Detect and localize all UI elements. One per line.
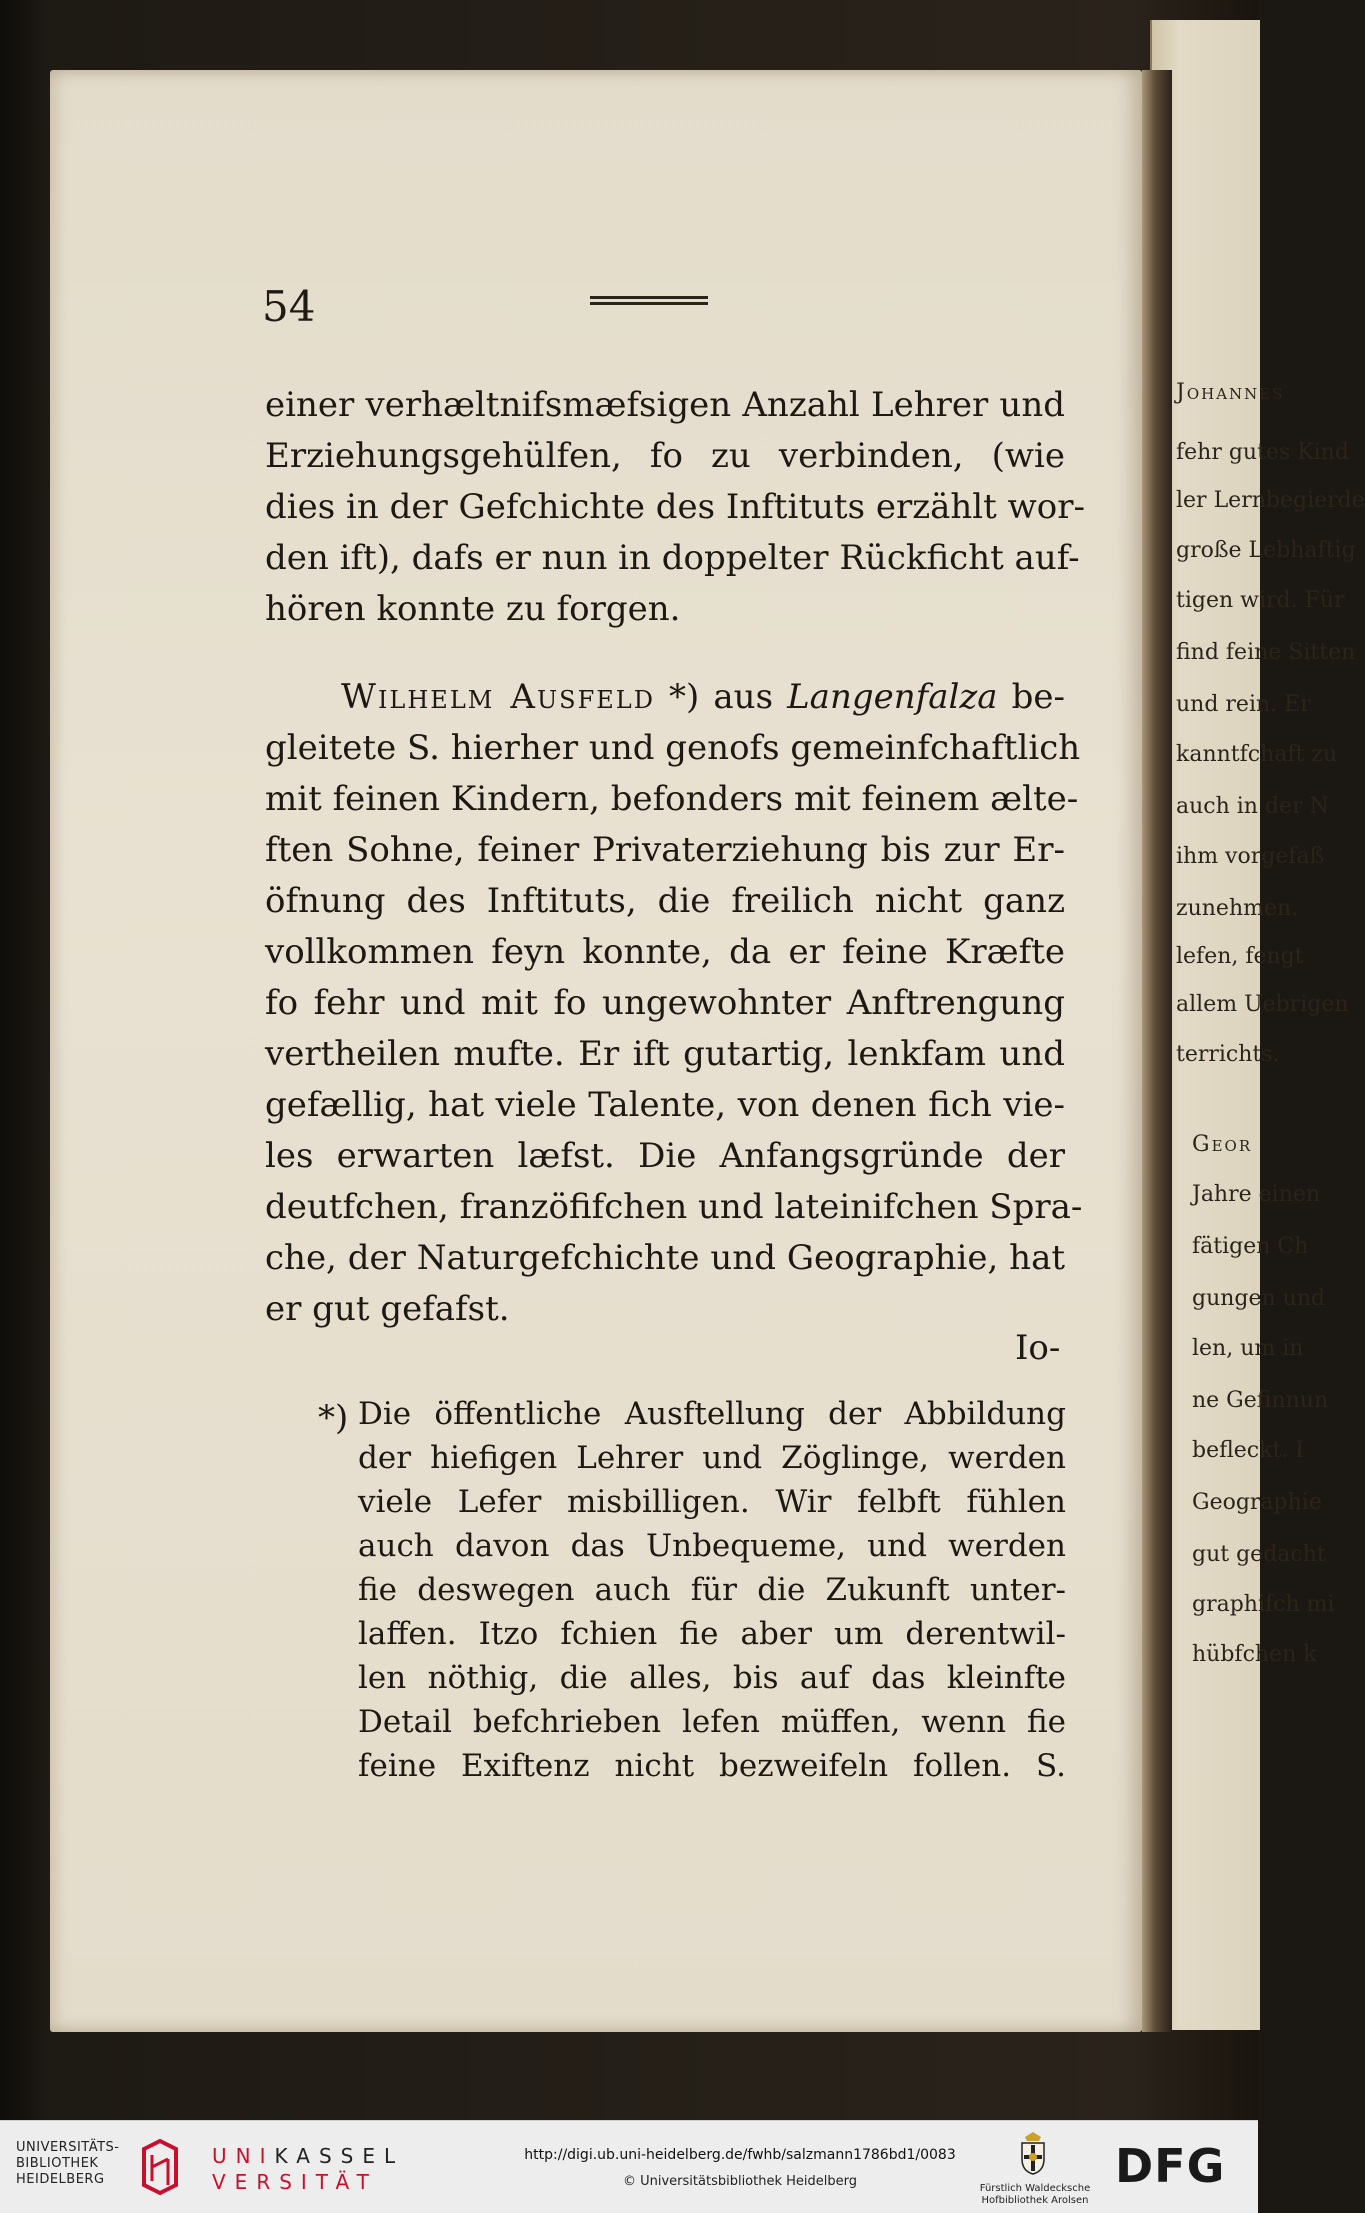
paragraph-1 [265,380,1085,635]
text-line: dies in der Gefchichte des Inftituts erzählt wor- [265,487,1085,527]
footnote-line: auch davon das Unbequeme, und werden [358,1528,1066,1564]
kassel-red-text: VERSITÄT [212,2170,378,2194]
footnote-line: fie deswegen auch für die Zukunft unter- [358,1572,1066,1608]
kassel-logo-row [212,2143,404,2169]
permalink-url[interactable]: http://digi.ub.uni-heidelberg.de/fwhb/salzmann1786bd1/0083 [524,2147,956,2163]
kassel-dark-text: KASSEL [274,2144,405,2168]
facing-page-text-fragment: find feine Sitten [1176,640,1356,665]
arolsen-line: Hofbibliothek Arolsen [981,2195,1089,2206]
viewer-footer [0,2120,1258,2213]
paragraph-2-opening-line [265,672,1065,723]
logo-text-line: UNIVERSITÄTS- [16,2140,120,2155]
footnote-line: viele Lefer misbilligen. Wir felbft fühlen [358,1484,1066,1520]
facing-page-text-fragment: fehr gutes Kind [1176,440,1349,465]
kassel-university-logo[interactable] [212,2143,404,2195]
facing-page-text-fragment: gut gedacht [1192,1542,1326,1567]
heidelberg-library-logo[interactable] [16,2140,120,2188]
facing-page-text-fragment: graphifch mi [1192,1592,1335,1617]
text-line: gleitete S. hierher und genofs gemeinfchaftlich [265,728,1081,768]
text-line: einer verhæltnifsmæfsigen Anzahl Lehrer und [265,385,1065,425]
footnote-line: Die öffentliche Ausftellung der Abbildung [358,1396,1066,1432]
footnote-line: feine Exiftenz nicht bezweifeln follen. S. [358,1748,1066,1784]
copyright-notice: © Universitätsbibliothek Heidelberg [622,2174,857,2189]
facing-page-text-fragment: ihm vorgefaß [1176,844,1325,869]
arolsen-line: Fürstlich Waldecksche [979,2183,1091,2194]
catchword: Io- [1015,1328,1061,1368]
text-line: fo fehr und mit fo ungewohnter Anftrengung [265,983,1065,1023]
arolsen-library-label [970,2183,1100,2207]
facing-page-text-fragment: lefen, fengt [1176,944,1304,969]
page-number: 54 [262,282,316,331]
facing-page-text-fragment: auch in der N [1176,794,1329,819]
footnote-line: len nöthig, die alles, bis auf das kleinfte [358,1660,1066,1696]
facing-page-text-fragment: terrichts. [1176,1042,1280,1067]
dfg-logo[interactable]: DFG [1115,2139,1226,2193]
facing-page-text-fragment: befleckt. I [1192,1438,1304,1463]
facing-page-text-fragment: gungen und [1192,1286,1326,1311]
text-line: Erziehungsgehülfen, fo zu verbinden, (wie [265,436,1065,476]
text-line: mit feinen Kindern, befonders mit feinem ælte- [265,779,1079,819]
facing-page-text-fragment: kanntfchaft zu [1176,742,1338,767]
waldeck-crest-icon [1018,2131,1048,2175]
facing-page-text-fragment: zunehmen. [1176,896,1299,921]
text-line: che, der Naturgefchichte und Geographie, hat [265,1238,1065,1278]
facing-page-text-fragment: ler Lernbegierde [1176,488,1365,513]
text-line: gefællig, hat viele Talente, von denen fich vie- [265,1085,1065,1125]
text-line: ften Sohne, feiner Privaterziehung bis zur Er- [265,830,1065,870]
facing-page-text-fragment: len, um in [1192,1336,1304,1361]
facing-page-text-fragment: Johannes [1176,380,1285,405]
line-end: be- [997,677,1065,717]
person-name: Wilhelm Ausfeld [341,677,655,717]
kassel-red-text: UNI [212,2144,275,2168]
facing-page-text-fragment: große Lebhaftig [1176,538,1356,563]
text-line: deutfchen, franzöfifchen und lateinifchen Spra- [265,1187,1083,1227]
facing-page-text-fragment: fätigen Ch [1192,1234,1309,1259]
text-line: er gut gefafst. [265,1289,510,1329]
facing-page-text-fragment: ne Gefinnun [1192,1388,1329,1413]
logo-text-line: BIBLIOTHEK [16,2156,99,2171]
facing-page-text-fragment: Jahre einen [1192,1182,1321,1207]
text-line: les erwarten læfst. Die Anfangsgründe der [265,1136,1065,1176]
heidelberg-mark-icon [138,2139,182,2195]
facing-page-text-fragment: hübfchen k [1192,1642,1317,1667]
place-name: Langenfalza [787,677,998,717]
footnote-line: laffen. Itzo fchien fie aber um derentwil- [358,1616,1066,1652]
footnote-line: der hiefigen Lehrer und Zöglinge, werden [358,1440,1066,1476]
logo-text-line: HEIDELBERG [16,2172,105,2187]
text-line: den ift), dafs er nun in doppelter Rückficht auf- [265,538,1080,578]
paragraph-2 [265,672,1083,1335]
facing-page-text-fragment: allem Uebrigen [1176,992,1349,1017]
text-line: vollkommen feyn konnte, da er feine Kræfte [265,932,1065,972]
facing-page-text-fragment: und rein. Er [1176,692,1311,717]
text-line: öfnung des Inftituts, die freilich nicht ganz [265,881,1065,921]
text-line: hören konnte zu forgen. [265,589,681,629]
footnote-line: Detail befchrieben lefen müffen, wenn fie [358,1704,1066,1740]
text-line: vertheilen mufte. Er ift gutartig, lenkfam und [265,1034,1065,1074]
footnote [358,1392,1066,1788]
facing-page-text-fragment: tigen wird. Für [1176,588,1345,613]
book-gutter [1142,70,1172,2032]
facing-page-text-fragment: Geor [1192,1132,1253,1157]
footnote-mark: *) [318,1398,349,1438]
facing-page-text-fragment: Geographie [1192,1490,1322,1515]
footnote-reference: *) aus [654,677,788,717]
header-rule [590,296,708,310]
